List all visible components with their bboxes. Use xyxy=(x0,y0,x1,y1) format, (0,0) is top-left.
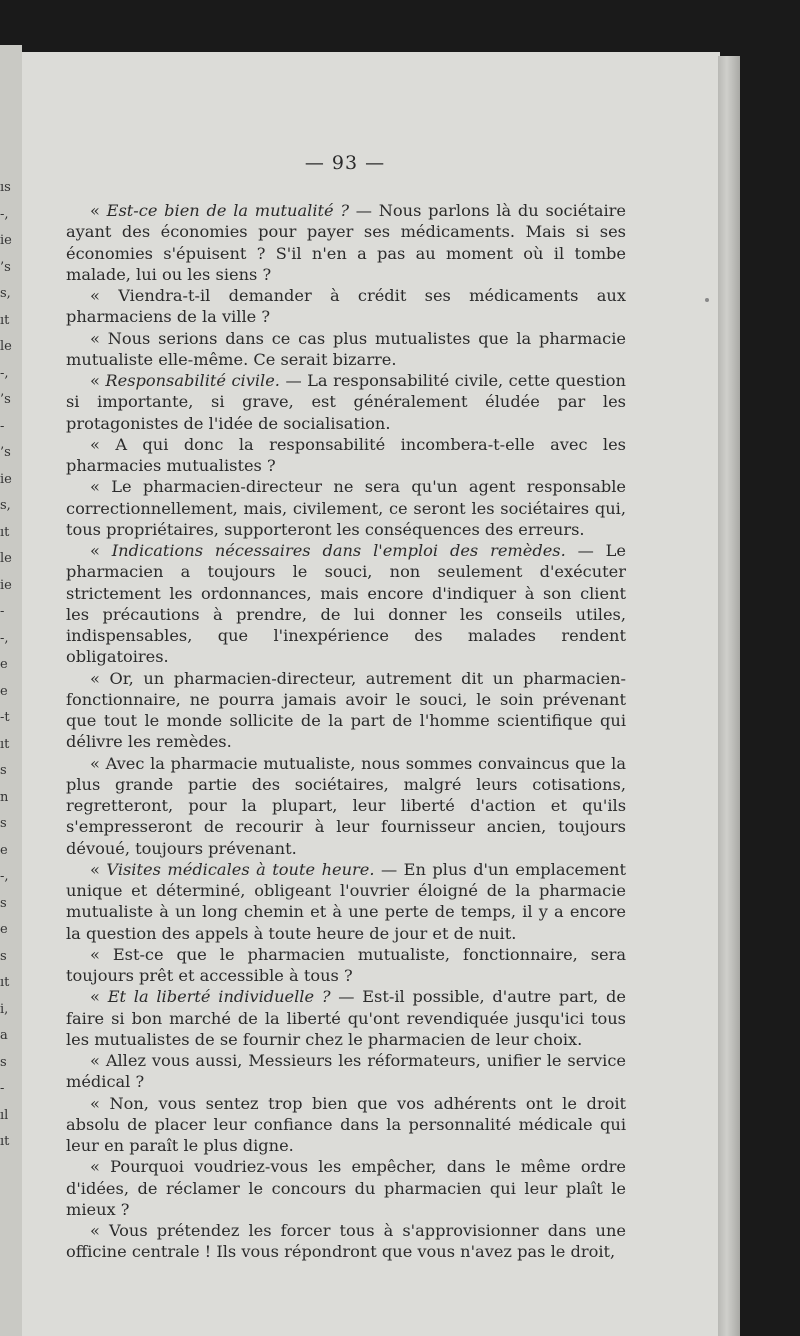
left-page-fragment: -, xyxy=(0,365,9,381)
left-page-fragment: s xyxy=(0,1054,7,1070)
page-stack-edge xyxy=(718,56,740,1336)
left-page-fragment: s xyxy=(0,816,7,831)
paragraph xyxy=(66,986,626,1050)
paragraph-text: « A qui donc la responsabilité incombera-t-elle avec les pharmacies mutualistes ? xyxy=(66,434,626,475)
paper-blemish xyxy=(705,298,709,302)
left-page-fragment: ıs xyxy=(0,180,11,195)
paragraph xyxy=(66,370,626,434)
paragraph-lead: « xyxy=(90,859,107,879)
left-page-fragment: ıt xyxy=(0,1134,10,1149)
paragraph-text: « Est-ce que le pharmacien mutualiste, fonctionnaire, sera toujours prêt et accessible à tous ? xyxy=(66,944,626,985)
left-page-fragment: le xyxy=(0,551,12,566)
paragraph-text: « Non, vous sentez trop bien que vos adhérents ont le droit absolu de placer leur confiance dans la personnalité médicale qui leur en paraît le plus digne. xyxy=(66,1093,626,1155)
paragraph xyxy=(66,859,626,944)
paragraph-text: « Avec la pharmacie mutualiste, nous sommes convaincus que la plus grande partie des sociétaires, malgré leurs cotisations, regretteront, pour la plupart, leur liberté d'action et qu'ils s'empresseront de recourir à leur fournisseur ancien, toujours dévoué, toujours prévenant. xyxy=(66,753,626,858)
left-page-fragment: -t xyxy=(0,710,10,725)
paragraph-text: — En plus d'un emplacement unique et déterminé, obligeant l'ouvrier éloigné de la pharmacie mutualiste à un long chemin et à une perte de temps, il y a encore la question des appels à toute heure de jour et de nuit. xyxy=(66,859,626,943)
paragraph-text: « Nous serions dans ce cas plus mutualistes que la pharmacie mutualiste elle-même. Ce serait bizarre. xyxy=(66,328,626,369)
paragraph xyxy=(66,1050,626,1093)
left-page-fragment: i, xyxy=(0,1001,9,1017)
left-page-fragment: e xyxy=(0,922,8,937)
paragraph-text: « Viendra-t-il demander à crédit ses médicaments aux pharmaciens de la ville ? xyxy=(66,286,626,327)
paragraph-text: « Or, un pharmacien-directeur, autrement dit un pharmacien-fonctionnaire, ne pourra jamais avoir le souci, le soin prévenant que tout le monde sollicite de la part de l'homme scientifique qui délivre les remèdes. xyxy=(66,668,626,752)
paragraph-heading-italic: Visites médicales à toute heure. xyxy=(106,859,375,879)
left-page-fragment: e xyxy=(0,657,8,672)
left-page-fragment: -, xyxy=(0,630,9,646)
left-page-fragment: - xyxy=(0,604,5,619)
paragraph xyxy=(66,328,626,371)
left-page-fragment: ’s xyxy=(0,259,11,275)
paragraph-text: « Le pharmacien-directeur ne sera qu'un agent responsable correctionnellement, mais, civilement, ce seront les sociétaires qui, tous propriétaires, supporteront les conséquences des erreurs. xyxy=(66,477,626,539)
left-page-fragment: ıt xyxy=(0,736,10,752)
paragraph xyxy=(66,434,626,477)
left-page-fragment: ie xyxy=(0,233,12,248)
paragraph-lead: « xyxy=(90,371,106,390)
left-page-fragment: - xyxy=(0,1081,5,1096)
paragraph-text: « Allez vous aussi, Messieurs les réformateurs, unifier le service médical ? xyxy=(66,1051,626,1092)
page-number: — 93 — xyxy=(304,152,386,174)
left-page-fragment: s xyxy=(0,763,7,778)
paragraph-lead: « xyxy=(90,541,112,560)
paragraph-heading-italic: Et la liberté individuelle ? xyxy=(107,987,331,1007)
left-page-fragment: n xyxy=(0,789,9,805)
left-page-fragment: -, xyxy=(0,869,9,884)
paragraph xyxy=(66,200,626,285)
paragraph-text: — Nous parlons là du sociétaire ayant des économies pour payer ses médicaments. Mais si ses économies s'épuisent ? S'il n'en a pas au moment où il tombe malade, lui ou les siens ? xyxy=(66,201,626,284)
left-page-fragment: ıt xyxy=(0,975,10,990)
paragraph-text: « Pourquoi voudriez-vous les empêcher, dans le même ordre d'idées, de réclamer le concours du pharmacien qui leur plaît le mieux ? xyxy=(66,1157,626,1219)
left-page-fragment: ıl xyxy=(0,1107,9,1123)
paragraph xyxy=(66,753,626,859)
left-page-fragment: ıt xyxy=(0,312,10,328)
paragraph-text: « Vous prétendez les forcer tous à s'approvisionner dans une officine centrale ! Ils vous répondront que vous n'avez pas le droit, xyxy=(66,1221,626,1262)
left-page-fragment: s xyxy=(0,895,7,911)
left-page-fragment: ie xyxy=(0,577,12,593)
paragraph xyxy=(66,476,626,540)
left-page-fragment: ie xyxy=(0,471,12,487)
paragraph-heading-italic: Responsabilité civile. xyxy=(105,371,280,390)
paragraph xyxy=(66,1093,626,1157)
left-page-fragment: s, xyxy=(0,286,11,301)
paragraph-text: — La responsabilité civile, cette question si importante, si grave, est généralement éludée par les protagonistes de l'idée de socialisation. xyxy=(66,371,626,433)
left-page-fragment: ıt xyxy=(0,524,10,540)
left-page-fragment: - xyxy=(0,418,5,434)
paragraph xyxy=(66,944,626,987)
left-page-fragment: le xyxy=(0,339,12,354)
paragraph-heading-italic: Indications nécessaires dans l'emploi des remèdes. xyxy=(111,541,566,560)
left-page-fragment: e xyxy=(0,842,8,858)
left-page-fragment: s, xyxy=(0,498,11,513)
paragraph xyxy=(66,1220,626,1263)
left-page-fragment: e xyxy=(0,683,8,699)
paragraph xyxy=(66,285,626,328)
paragraph-lead: « xyxy=(90,987,108,1007)
paragraph-heading-italic: Est-ce bien de la mutualité ? xyxy=(106,201,350,220)
paragraph xyxy=(66,1156,626,1220)
left-page-fragment: ’s xyxy=(0,392,11,407)
left-page-fragment: -, xyxy=(0,206,9,222)
paragraph xyxy=(66,540,626,668)
left-page-fragment: a xyxy=(0,1028,8,1043)
left-page-fragment: ’s xyxy=(0,445,11,460)
paragraph-text: — Le pharmacien a toujours le souci, non seulement d'exécuter strictement les ordonnances, mais encore d'indiquer à son client les précautions à prendre, de lui donner les conseils utiles, indispensables, que l'inexpérience des malades rendent obligatoires. xyxy=(66,541,626,667)
left-page-fragment: s xyxy=(0,948,7,964)
paragraph-text: — Est-il possible, d'autre part, de faire si bon marché de la liberté qu'ont revendiquée jusqu'ici tous les mutualistes de se fournir chez le pharmacien de leur choix. xyxy=(66,987,626,1049)
paragraph xyxy=(66,668,626,753)
body-text xyxy=(66,200,626,1263)
left-page-edge xyxy=(0,45,22,1336)
paragraph-lead: « xyxy=(90,201,107,220)
